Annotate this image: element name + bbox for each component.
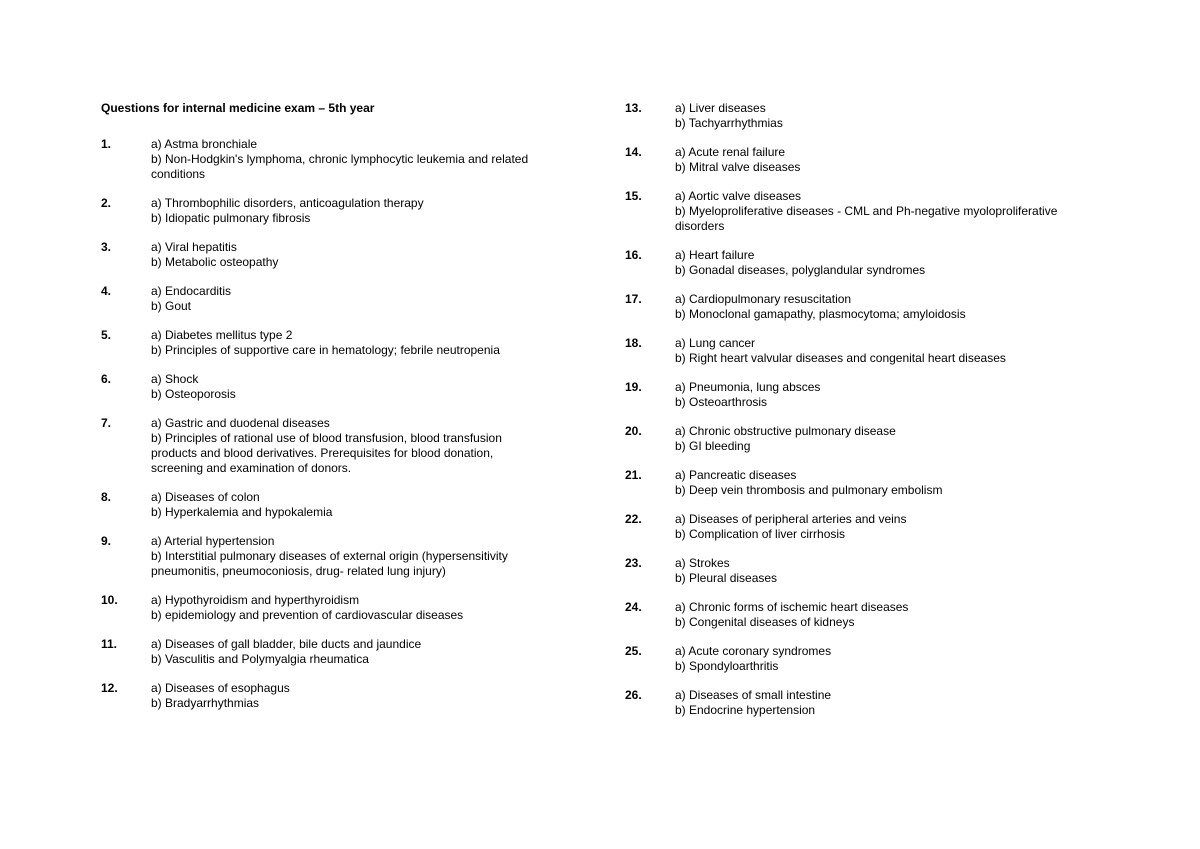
question-number: 17.: [625, 292, 642, 306]
question-part-a: a) Pancreatic diseases: [675, 468, 797, 482]
question-body: [675, 336, 1065, 366]
question-body: [675, 556, 1065, 586]
question-part-b: b) Spondyloarthritis: [675, 659, 779, 673]
question-number: 22.: [625, 512, 642, 526]
question-part-a: a) Diseases of gall bladder, bile ducts and jaundice: [151, 637, 422, 651]
question-body: [151, 137, 541, 182]
question-part-b: b) Mitral valve diseases: [675, 160, 801, 174]
question-body: [151, 240, 541, 270]
question-part-b: b) Deep vein thrombosis and pulmonary embolism: [675, 483, 943, 497]
question-item: [625, 644, 1065, 674]
question-part-a: a) Thrombophilic disorders, anticoagulation therapy: [151, 196, 424, 210]
question-body: [151, 490, 541, 520]
question-part-a: a) Liver diseases: [675, 101, 766, 115]
question-part-a: a) Viral hepatitis: [151, 240, 237, 254]
question-part-a: a) Acute coronary syndromes: [675, 644, 832, 658]
question-item: [101, 681, 541, 711]
right-question-column: [625, 101, 1065, 732]
question-part-b: b) Congenital diseases of kidneys: [675, 615, 855, 629]
question-part-b: b) Bradyarrhythmias: [151, 696, 260, 710]
question-number: 9.: [101, 534, 112, 548]
question-item: [625, 292, 1065, 322]
question-item: [625, 556, 1065, 586]
question-part-a: a) Astma bronchiale: [151, 137, 258, 151]
question-item: [101, 284, 541, 314]
question-part-b: b) Monoclonal gamapathy, plasmocytoma; amyloidosis: [675, 307, 966, 321]
question-number: 20.: [625, 424, 642, 438]
question-body: [151, 328, 541, 358]
question-part-a: a) Diabetes mellitus type 2: [151, 328, 293, 342]
question-item: [625, 145, 1065, 175]
question-item: [101, 240, 541, 270]
question-part-a: a) Diseases of peripheral arteries and veins: [675, 512, 907, 526]
question-part-b: b) Gonadal diseases, polyglandular syndromes: [675, 263, 926, 277]
question-number: 8.: [101, 490, 112, 504]
question-body: [675, 145, 1065, 175]
question-part-b: b) Endocrine hypertension: [675, 703, 816, 717]
question-number: 21.: [625, 468, 642, 482]
question-part-a: a) Acute renal failure: [675, 145, 786, 159]
question-body: [151, 416, 541, 476]
question-item: [625, 101, 1065, 131]
question-number: 16.: [625, 248, 642, 262]
question-item: [101, 490, 541, 520]
question-part-b: b) Interstitial pulmonary diseases of external origin (hypersensitivity pneumonitis, pneumoconiosis, drug- related lung injury): [151, 549, 508, 578]
question-body: [151, 372, 541, 402]
question-body: [675, 688, 1065, 718]
question-item: [101, 137, 541, 182]
question-part-a: a) Diseases of colon: [151, 490, 260, 504]
question-item: [101, 372, 541, 402]
question-number: 23.: [625, 556, 642, 570]
question-part-a: a) Diseases of esophagus: [151, 681, 290, 695]
question-part-b: b) epidemiology and prevention of cardiovascular diseases: [151, 608, 464, 622]
question-part-b: b) Pleural diseases: [675, 571, 778, 585]
question-item: [101, 637, 541, 667]
question-body: [675, 424, 1065, 454]
question-part-b: b) Hyperkalemia and hypokalemia: [151, 505, 333, 519]
question-body: [151, 284, 541, 314]
question-part-b: b) Gout: [151, 299, 192, 313]
question-number: 15.: [625, 189, 642, 203]
question-number: 4.: [101, 284, 112, 298]
question-part-a: a) Chronic forms of ischemic heart diseases: [675, 600, 909, 614]
question-part-a: a) Arterial hypertension: [151, 534, 275, 548]
question-part-a: a) Diseases of small intestine: [675, 688, 832, 702]
question-body: [675, 380, 1065, 410]
question-item: [625, 688, 1065, 718]
question-body: [151, 593, 541, 623]
question-part-b: b) Right heart valvular diseases and congenital heart diseases: [675, 351, 1006, 365]
question-number: 2.: [101, 196, 112, 210]
question-part-a: a) Endocarditis: [151, 284, 232, 298]
question-number: 25.: [625, 644, 642, 658]
question-part-a: a) Shock: [151, 372, 199, 386]
question-item: [625, 424, 1065, 454]
question-item: [101, 328, 541, 358]
question-part-b: b) Vasculitis and Polymyalgia rheumatica: [151, 652, 369, 666]
question-number: 18.: [625, 336, 642, 350]
question-item: [625, 336, 1065, 366]
question-body: [675, 468, 1065, 498]
question-item: [101, 416, 541, 476]
question-part-b: b) Myeloproliferative diseases - CML and Ph-negative myoloproliferative disorders: [675, 204, 1058, 233]
question-part-a: a) Pneumonia, lung absces: [675, 380, 821, 394]
question-item: [101, 593, 541, 623]
question-number: 13.: [625, 101, 642, 115]
question-body: [675, 600, 1065, 630]
question-body: [675, 189, 1065, 234]
question-body: [675, 292, 1065, 322]
question-body: [675, 101, 1065, 131]
question-part-b: b) Non-Hodgkin's lymphoma, chronic lymphocytic leukemia and related conditions: [151, 152, 529, 181]
question-body: [151, 196, 541, 226]
question-part-a: a) Hypothyroidism and hyperthyroidism: [151, 593, 360, 607]
question-item: [625, 600, 1065, 630]
question-part-a: a) Aortic valve diseases: [675, 189, 802, 203]
question-part-b: b) Principles of supportive care in hematology; febrile neutropenia: [151, 343, 500, 357]
question-part-a: a) Heart failure: [675, 248, 755, 262]
question-part-b: b) GI bleeding: [675, 439, 751, 453]
question-number: 26.: [625, 688, 642, 702]
question-part-b: b) Complication of liver cirrhosis: [675, 527, 846, 541]
question-body: [151, 534, 541, 579]
question-body: [675, 512, 1065, 542]
question-body: [675, 248, 1065, 278]
question-number: 12.: [101, 681, 118, 695]
question-item: [625, 468, 1065, 498]
question-body: [151, 681, 541, 711]
left-question-column: [101, 137, 541, 725]
question-number: 14.: [625, 145, 642, 159]
question-part-a: a) Chronic obstructive pulmonary disease: [675, 424, 896, 438]
question-number: 24.: [625, 600, 642, 614]
question-part-b: b) Osteoporosis: [151, 387, 236, 401]
question-body: [151, 637, 541, 667]
question-part-a: a) Gastric and duodenal diseases: [151, 416, 330, 430]
question-number: 1.: [101, 137, 112, 151]
question-number: 5.: [101, 328, 112, 342]
question-part-b: b) Idiopatic pulmonary fibrosis: [151, 211, 311, 225]
question-item: [625, 380, 1065, 410]
question-part-b: b) Osteoarthrosis: [675, 395, 768, 409]
question-number: 7.: [101, 416, 112, 430]
question-number: 19.: [625, 380, 642, 394]
question-part-a: a) Strokes: [675, 556, 730, 570]
question-item: [625, 512, 1065, 542]
question-part-b: b) Tachyarrhythmias: [675, 116, 783, 130]
question-number: 6.: [101, 372, 112, 386]
question-part-a: a) Lung cancer: [675, 336, 756, 350]
question-body: [675, 644, 1065, 674]
question-item: [101, 534, 541, 579]
question-part-b: b) Principles of rational use of blood transfusion, blood transfusion products and blood derivatives. Prerequisites for blood donation, screening and examination of donors.: [151, 431, 502, 475]
question-number: 10.: [101, 593, 118, 607]
page-title: Questions for internal medicine exam – 5th year: [101, 101, 375, 115]
question-item: [625, 189, 1065, 234]
question-part-b: b) Metabolic osteopathy: [151, 255, 279, 269]
question-part-a: a) Cardiopulmonary resuscitation: [675, 292, 852, 306]
question-number: 11.: [101, 637, 118, 651]
question-item: [625, 248, 1065, 278]
question-item: [101, 196, 541, 226]
question-number: 3.: [101, 240, 112, 254]
